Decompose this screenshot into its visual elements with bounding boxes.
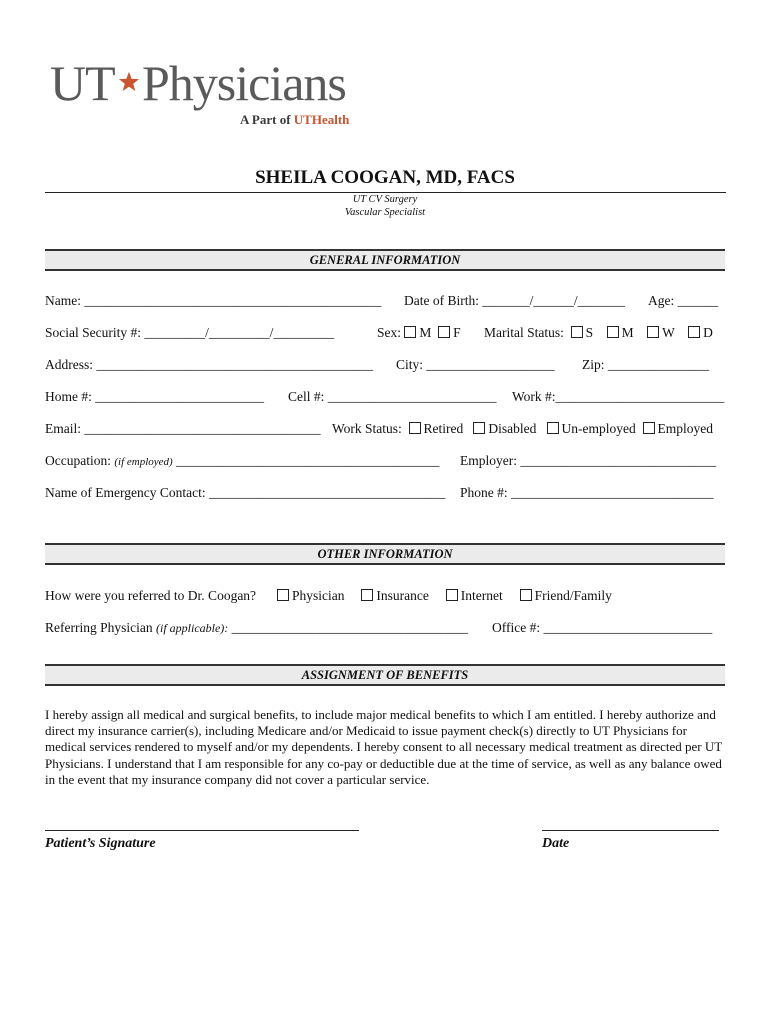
insurance-label: Insurance <box>376 588 429 603</box>
zip-field[interactable]: Zip: _______________ <box>582 357 710 372</box>
physician-label: Physician <box>292 588 345 603</box>
emergency-phone-field[interactable]: Phone #: ______________________________ <box>460 485 714 500</box>
logo-physicians: Physicians <box>142 55 346 111</box>
insurance-checkbox[interactable] <box>361 589 373 601</box>
occupation-field[interactable] <box>45 453 439 469</box>
patient-signature-label: Patient’s Signature <box>45 836 156 851</box>
home-phone-field[interactable]: Home #: _________________________ <box>45 389 264 404</box>
sex-m-label: M <box>419 325 432 340</box>
unemployed-label: Un-employed <box>561 421 636 436</box>
referring-label: Referring Physician <box>45 620 153 635</box>
age-field[interactable]: Age: ______ <box>648 293 719 308</box>
internet-label: Internet <box>460 588 503 603</box>
dob-field[interactable]: Date of Birth: _______/______/_______ <box>404 293 625 308</box>
specialty: Vascular Specialist <box>344 207 426 218</box>
internet-checkbox[interactable] <box>446 589 458 601</box>
referring-note: (if applicable): <box>155 621 229 635</box>
marital-w-label: W <box>662 325 675 340</box>
doctor-name: SHEILA COOGAN, MD, FACS <box>255 167 515 188</box>
disabled-label: Disabled <box>488 421 537 436</box>
employer-field[interactable]: Employer: _____________________________ <box>460 453 717 468</box>
marital-m-label: M <box>621 325 634 340</box>
occupation-note: (if employed) <box>114 456 173 468</box>
ut-physicians-logo <box>50 55 350 135</box>
sex-f-checkbox[interactable] <box>438 326 450 338</box>
date-label: Date <box>542 836 570 851</box>
referring-physician-field[interactable] <box>45 620 468 636</box>
work-status-label: Work Status: <box>332 421 402 436</box>
section-assignment-of-benefits: ASSIGNMENT OF BENEFITS <box>45 664 725 686</box>
logo-tagline: A Part of UTHealth <box>240 112 350 127</box>
referral-question: How were you referred to Dr. Coogan? <box>45 588 257 603</box>
assignment-paragraph: I hereby assign all medical and surgical benefits, to include major medical benefits to which I am entitled. I hereby authorize and direct my insurance carrier(s), including Medicare and/or Medicaid to issue payment check(s) directly to UT Physicians for medical services rendered to myself and/or my dependents. I hereby consent to all necessary medical treatment as directed per UT Physicians. I understand that I am responsible for any co-pay or deductible due at the time of service, as well as any balance owed in the event that my insurance company did not cover a particular service. <box>45 707 722 787</box>
section-general-information: GENERAL INFORMATION <box>45 249 725 271</box>
sex-group <box>377 325 461 341</box>
star-icon <box>118 71 140 93</box>
city-field[interactable]: City: ___________________ <box>396 357 555 372</box>
employed-checkbox[interactable] <box>643 422 655 434</box>
sex-label: Sex: <box>377 325 402 340</box>
marital-s-label: S <box>585 325 594 340</box>
office-phone-field[interactable]: Office #: _________________________ <box>492 620 713 635</box>
occupation-line: _______________________________________ <box>176 453 440 468</box>
cell-phone-field[interactable]: Cell #: _________________________ <box>288 389 497 404</box>
sex-m-checkbox[interactable] <box>404 326 416 338</box>
section-other-information: OTHER INFORMATION <box>45 543 725 565</box>
marital-d-checkbox[interactable] <box>688 326 700 338</box>
marital-d-label: D <box>703 325 713 340</box>
email-field[interactable]: Email: ___________________________________ <box>45 421 321 436</box>
marital-m-checkbox[interactable] <box>607 326 619 338</box>
marital-status-group <box>484 325 713 341</box>
disabled-checkbox[interactable] <box>473 422 485 434</box>
name-field[interactable]: Name: ____________________________________________ <box>45 293 382 308</box>
sex-f-label: F <box>453 325 461 340</box>
emergency-contact-field[interactable]: Name of Emergency Contact: ___________________________________ <box>45 485 446 500</box>
address-field[interactable]: Address: _________________________________________ <box>45 357 374 372</box>
unemployed-checkbox[interactable] <box>547 422 559 434</box>
marital-label: Marital Status: <box>484 325 564 340</box>
work-status-group <box>332 421 713 437</box>
work-phone-field[interactable]: Work #:_________________________ <box>512 389 725 404</box>
logo-ut: UT <box>50 55 115 111</box>
department: UT CV Surgery <box>352 194 418 205</box>
employed-label: Employed <box>657 421 714 436</box>
friend-family-checkbox[interactable] <box>520 589 532 601</box>
marital-s-checkbox[interactable] <box>571 326 583 338</box>
date-line[interactable] <box>542 830 719 831</box>
referring-line: ___________________________________ <box>231 620 468 635</box>
occupation-label: Occupation: <box>45 453 111 468</box>
referral-options <box>277 588 612 604</box>
ssn-field[interactable]: Social Security #: _________/_________/_________ <box>45 325 335 340</box>
physician-checkbox[interactable] <box>277 589 289 601</box>
patient-signature-line[interactable] <box>45 830 359 831</box>
retired-label: Retired <box>423 421 464 436</box>
marital-w-checkbox[interactable] <box>647 326 659 338</box>
retired-checkbox[interactable] <box>409 422 421 434</box>
header-divider <box>45 192 726 193</box>
friend-family-label: Friend/Family <box>534 588 612 603</box>
